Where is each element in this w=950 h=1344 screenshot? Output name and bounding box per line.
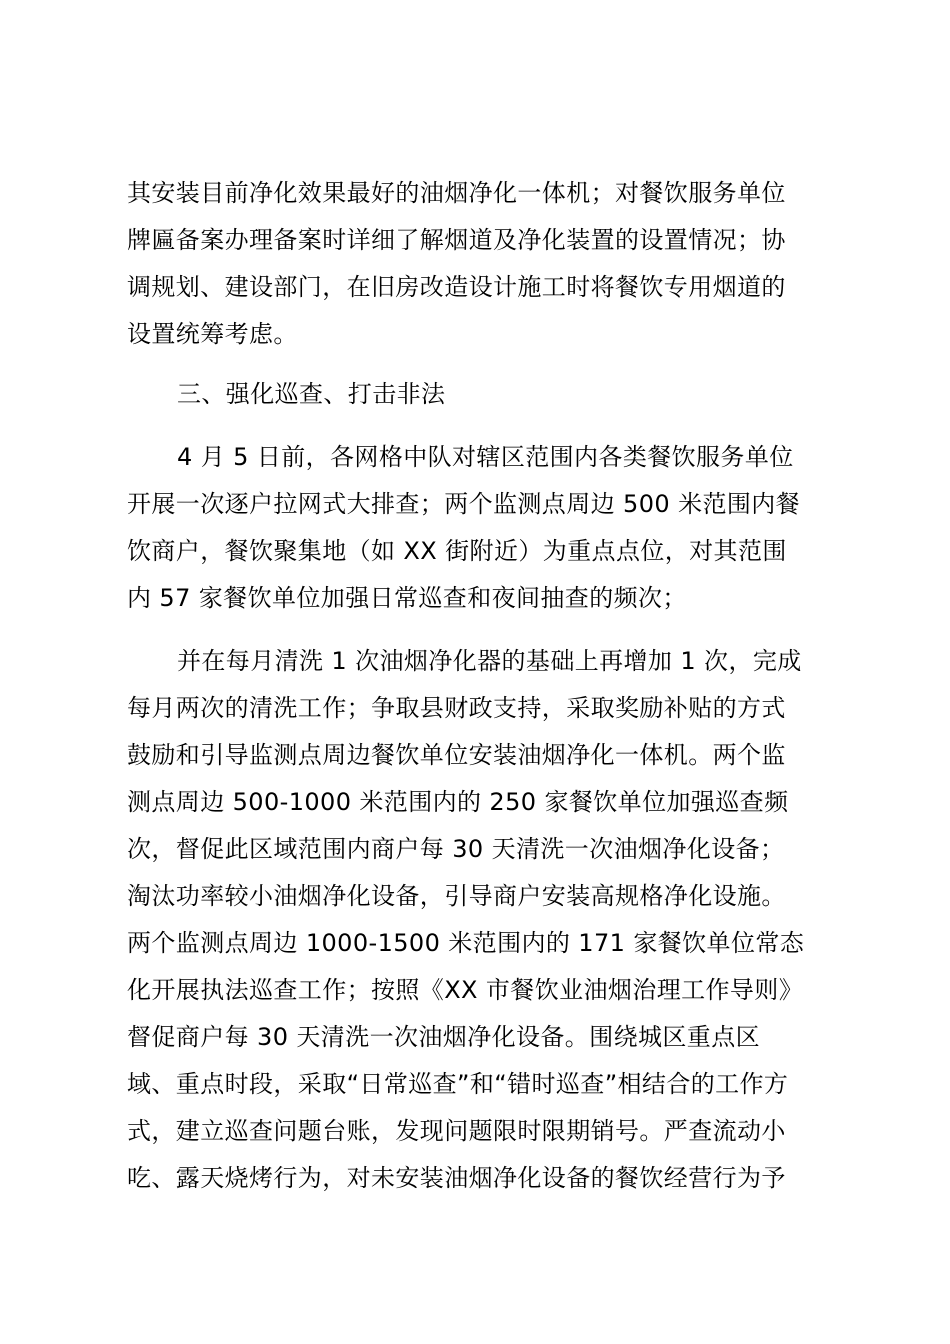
text-line: 次，督促此区域范围内商户每 30 天清洗一次油烟净化设备； bbox=[127, 835, 785, 863]
text-line: 每月两次的清洗工作；争取县财政支持，采取奖励补贴的方式 bbox=[127, 694, 786, 722]
text-line: 测点周边 500-1000 米范围内的 250 家餐饮单位加强巡查频 bbox=[127, 788, 789, 816]
text-line: 两个监测点周边 1000-1500 米范围内的 171 家餐饮单位常态 bbox=[127, 929, 805, 957]
section-heading bbox=[127, 371, 827, 418]
text-line: 并在每月清洗 1 次油烟净化器的基础上再增加 1 次，完成 bbox=[177, 647, 802, 675]
text-line: 其安装目前净化效果最好的油烟净化一体机；对餐饮服务单位 bbox=[127, 179, 786, 207]
text-line: 调规划、建设部门，在旧房改造设计施工时将餐饮专用烟道的 bbox=[127, 273, 786, 301]
text-line: 吃、露天烧烤行为，对未安装油烟净化设备的餐饮经营行为予 bbox=[127, 1164, 786, 1192]
document-page bbox=[127, 170, 827, 1202]
text-line: 化开展执法巡查工作；按照《XX 市餐饮业油烟治理工作导则》 bbox=[127, 976, 804, 1004]
heading-text: 三、强化巡查、打击非法 bbox=[177, 380, 446, 408]
text-line: 设置统筹考虑。 bbox=[127, 320, 298, 348]
paragraph-continuation bbox=[127, 170, 827, 358]
text-line: 域、重点时段，采取“日常巡查”和“错时巡查”相结合的工作方 bbox=[127, 1070, 789, 1098]
text-line: 牌匾备案办理备案时详细了解烟道及净化装置的设置情况；协 bbox=[127, 226, 786, 254]
text-line: 饮商户，餐饮聚集地（如 XX 街附近）为重点点位，对其范围 bbox=[127, 537, 787, 565]
text-line: 督促商户每 30 天清洗一次油烟净化设备。围绕城区重点区 bbox=[127, 1023, 760, 1051]
text-line: 4 月 5 日前，各网格中队对辖区范围内各类餐饮服务单位 bbox=[177, 443, 794, 471]
text-line: 鼓励和引导监测点周边餐饮单位安装油烟净化一体机。两个监 bbox=[127, 741, 786, 769]
paragraph-cleaning bbox=[127, 638, 827, 1202]
text-line: 开展一次逐户拉网式大排查；两个监测点周边 500 米范围内餐 bbox=[127, 490, 801, 518]
text-line: 式，建立巡查问题台账，发现问题限时限期销号。严查流动小 bbox=[127, 1117, 786, 1145]
paragraph-inspection bbox=[127, 434, 827, 622]
text-line: 淘汰功率较小油烟净化设备，引导商户安装高规格净化设施。 bbox=[127, 882, 786, 910]
text-line: 内 57 家餐饮单位加强日常巡查和夜间抽查的频次； bbox=[127, 584, 687, 612]
